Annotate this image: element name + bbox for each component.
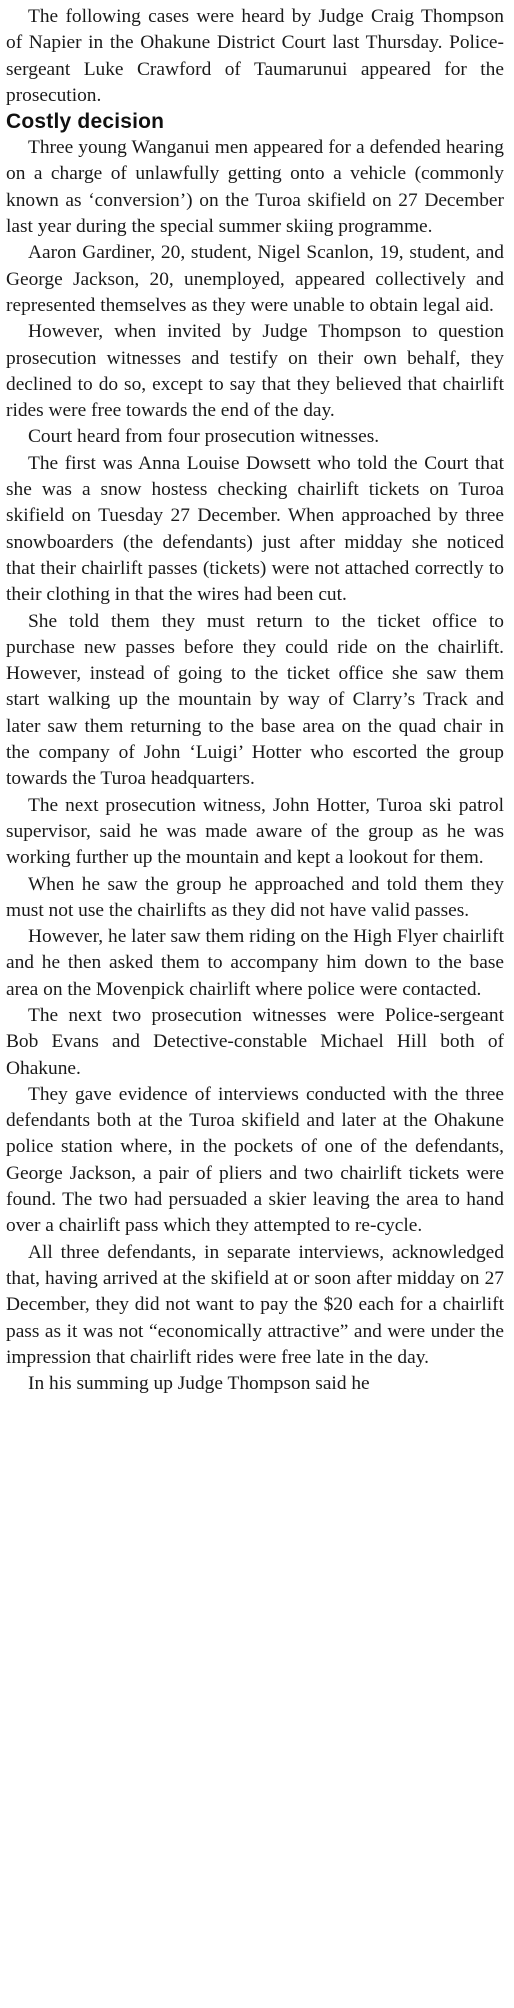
article-paragraph: However, when invited by Judge Thompson to question prosecution witnesses and testify on their own behalf, they declined to do so, except to say that they believed that chairlift rides were free towards the end of the day. — [6, 321, 504, 422]
article-paragraph: All three defendants, in separate interviews, acknowledged that, having arrived at the skifield at or soon after midday on 27 December, they did not want to pay the $20 each for a chairlift pass as it was not “economically attractive” and were under the impression that chairlift rides were free late in the day. — [6, 1241, 504, 1368]
article-paragraph: However, he later saw them riding on the High Flyer chairlift and he then asked them to accompany him down to the base area on the Movenpick chairlift where police were contacted. — [6, 926, 504, 1000]
article-paragraph: The first was Anna Louise Dowsett who told the Court that she was a snow hostess checking chairlift tickets on Turoa skifield on Tuesday 27 December. When approached by three snowboarders (the defendants) just after midday she noticed that their chairlift passes (tickets) were not attached correctly to their clothing in that the wires had been cut. — [6, 452, 504, 606]
article-paragraph: In his summing up Judge Thompson said he — [28, 1373, 370, 1395]
article-paragraph: Three young Wanganui men appeared for a defended hearing on a charge of unlawfully getting onto a vehicle (commonly known as ‘conversion’) on the Turoa skifield on 27 December last year during the special summer skiing programme. — [6, 137, 504, 238]
article-paragraph: The next prosecution witness, John Hotter, Turoa ski patrol supervisor, said he was made aware of the group as he was working further up the mountain and kept a lookout for them. — [6, 794, 504, 869]
article-paragraph: She told them they must return to the ticket office to purchase new passes before they could ride on the chairlift. However, instead of going to the ticket office she saw them start walking up the mountain by way of Clarry’s Track and later saw them returning to the base area on the quad chair in the company of John ‘Luigi’ Hotter who escorted the group towards the Turoa headquarters. — [6, 610, 504, 790]
section-heading: Costly decision — [6, 110, 165, 134]
article-paragraph: When he saw the group he approached and told them they must not use the chairlifts as they did not have valid passes. — [6, 873, 504, 921]
article-paragraph: They gave evidence of interviews conducted with the three defendants both at the Turoa skifield and later at the Ohakune police station where, in the pockets of one of the defendants, George Jackson, a pair of pliers and two chairlift tickets were found. The two had persuaded a skier leaving the area to hand over a chairlift pass which they attempted to re-cycle. — [6, 1083, 504, 1237]
article-paragraph: Aaron Gardiner, 20, student, Nigel Scanlon, 19, student, and George Jackson, 20, unemployed, appeared collectively and represented themselves as they were unable to obtain legal aid. — [6, 242, 504, 316]
intro-paragraph: The following cases were heard by Judge Craig Thompson of Napier in the Ohakune District Court last Thursday. Police-sergeant Luke Crawford of Taumarunui appeared for the prosecution. — [6, 6, 504, 106]
article-paragraph: The next two prosecution witnesses were Police-sergeant Bob Evans and Detective-constable Michael Hill both of Ohakune. — [6, 1004, 504, 1079]
article-paragraph: Court heard from four prosecution witnesses. — [28, 426, 380, 448]
